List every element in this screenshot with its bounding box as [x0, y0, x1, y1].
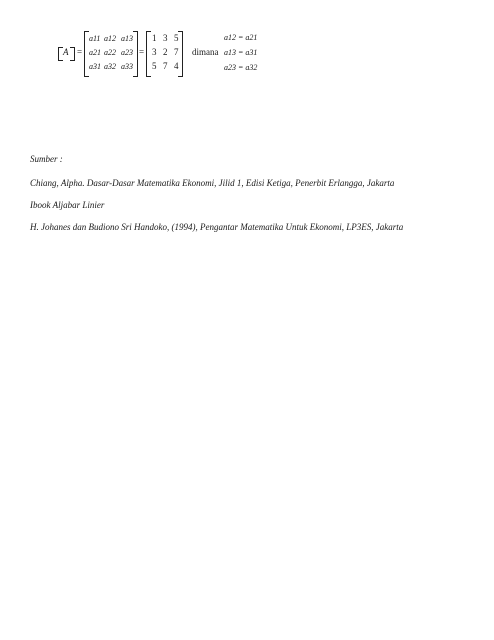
numeric-cell-r1c2: 3 [163, 33, 168, 43]
numeric-cell-r3c2: 7 [163, 61, 168, 71]
numeric-cell-r3c3: 4 [174, 61, 179, 71]
numeric-cell-r2c1: 3 [152, 47, 157, 57]
numeric-cell-r1c3: 5 [174, 33, 179, 43]
sources-heading: Sumber : [30, 154, 63, 164]
connector-word: dimana [192, 47, 219, 57]
source-item-3: H. Johanes dan Budiono Sri Handoko, (1994), Pengantar Matematika Untuk Ekonomi, LP3ES, Jakarta [30, 222, 404, 232]
numeric-cell-r3c1: 5 [152, 61, 157, 71]
symmetry-condition-2: a13 = a31 [224, 48, 258, 57]
matrix-cell-a22: a22 [104, 48, 116, 57]
symbolic-matrix-right-bracket [133, 31, 138, 77]
numeric-cell-r2c2: 2 [163, 47, 168, 57]
matrix-label: A [63, 47, 69, 57]
matrix-cell-a32: a32 [104, 62, 116, 71]
equals-sign-2: = [139, 47, 145, 57]
numeric-cell-r2c3: 7 [174, 47, 179, 57]
symmetry-condition-3: a23 = a32 [224, 63, 258, 72]
matrix-cell-a23: a23 [121, 48, 133, 57]
matrix-label-right-bracket [70, 47, 75, 61]
source-item-1: Chiang, Alpha. Dasar-Dasar Matematika Ekonomi, Jilid 1, Edisi Ketiga, Penerbit Erlangga, Jakarta [30, 178, 395, 188]
source-item-2: Ibook Aljabar Linier [30, 200, 105, 210]
symmetry-condition-1: a12 = a21 [224, 33, 258, 42]
symmetric-matrix-equation [58, 31, 318, 75]
numeric-matrix-left-bracket [146, 31, 151, 77]
matrix-cell-a13: a13 [121, 34, 133, 43]
matrix-cell-a33: a33 [121, 62, 133, 71]
matrix-cell-a12: a12 [104, 34, 116, 43]
matrix-cell-a31: a31 [89, 62, 101, 71]
numeric-cell-r1c1: 1 [152, 33, 157, 43]
equals-sign-1: = [77, 47, 83, 57]
numeric-matrix-right-bracket [178, 31, 183, 77]
matrix-cell-a21: a21 [89, 48, 101, 57]
matrix-cell-a11: a11 [89, 34, 101, 43]
